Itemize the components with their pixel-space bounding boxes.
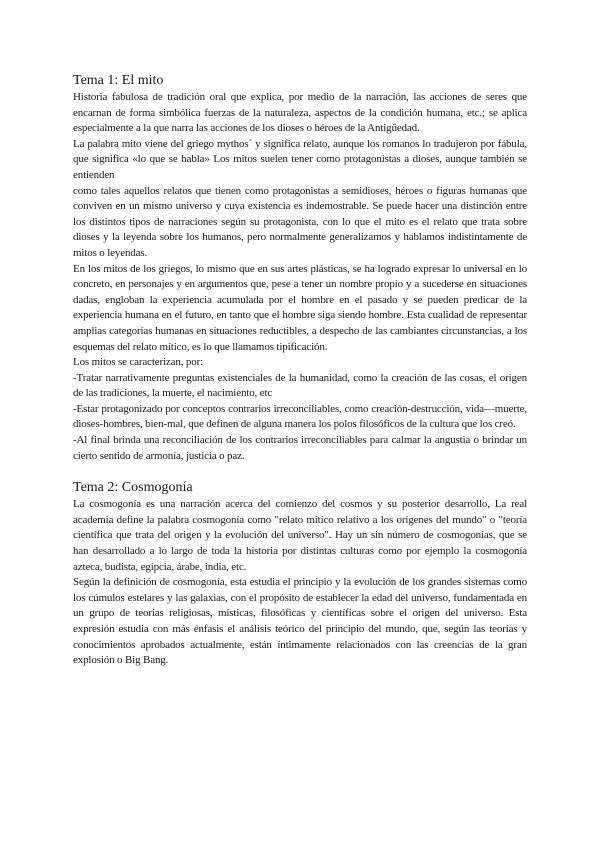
- list-item: -Al final brinda una reconciliación de los contrarios irreconciliables para calmar la angustia o brindar un cierto sentido de armonía, justicia o paz.: [73, 434, 527, 462]
- paragraph: En los mitos de los griegos, lo mismo que en sus artes plásticas, se ha logrado expresar lo universal en lo concreto, en personajes y en argumentos que, pese a tener un nombre propio y a sucederse en situaciones dadas, engloban la experiencia acumulada por el hombre en el pasado y se pueden predicar de la experiencia humana en el futuro, en tanto que el hombre siga siendo hombre. Esta cualidad de representar amplias categorías humanas en situaciones reductibles, a despecho de las cambiantes circunstancias, a los esquemas del relato mítico, es lo que llamamos tipificación.: [73, 262, 527, 353]
- paragraph: Según la definición de cosmogonía, esta estudia el principio y la evolución de los grandes sistemas como los cúmulos estelares y las galaxias, con el propósito de establecer la edad del universo, fundamentada en un grupo de teorías religiosas, místicas, filosóficas y científicas sobre el origen del universo. Esta expresión estudia con más énfasis el análisis teórico del principio del mundo, que, según las teorías y conocimientos aprobados actualmente, están íntimamente relacionados con las creencias de la gran explosión o Big Bang.: [73, 576, 527, 667]
- section-spacer: [73, 464, 527, 479]
- paragraph: Los mitos se caracterizan, por:: [73, 356, 204, 369]
- section-title-el-mito: Tema 1: El mito: [73, 73, 164, 88]
- paragraph: La palabra mito viene del griego mythos´ y significa relato, aunque los romanos lo tradujeron por fábula, que significa «lo que se habla» Los mitos suelen tener como protagonistas a dioses, aunque también se entienden: [73, 137, 527, 181]
- section-title-cosmogonia: Tema 2: Cosmogonía: [73, 480, 193, 496]
- paragraph: La cosmogonía es una narración acerca del comienzo del cosmos y su posterior desarrollo, La real academia define la palabra cosmogonía como "relato mítico relativo a los orígenes del mundo" o "teoría científica que trata del origen y la evolución del universo". Hay un sin número de cosmogonías, que se han desarrollado a lo largo de toda la historia por distintas culturas como por ejemplo la cosmogonía azteca, budista, egipcia, árabe, india, etc.: [73, 498, 527, 573]
- list-item: -Estar protagonizado por conceptos contrarios irreconciliables, como creación-destrucción, vida—muerte, dioses-hombres, bien-mal, que definen de alguna manera los polos filosóficos de la cultura que los creó.: [73, 402, 527, 431]
- document-page: [73, 72, 527, 669]
- list-item: -Tratar narrativamente preguntas existenciales de la humanidad, como la creación de las cosas, el origen de las tradiciones, la muerte, el nacimiento, etc: [73, 371, 527, 400]
- paragraph: Historia fabulosa de tradición oral que explica, por medio de la narración, las acciones de seres que encarnan de forma simbólica fuerzas de la naturaleza, aspectos de la condición humana, etc.; se aplica especialmente a la que narra las acciones de los dioses o héroes de la Antigüedad.: [73, 91, 527, 135]
- paragraph: como tales aquellos relatos que tienen como protagonistas a semidioses, héroes o figuras humanas que conviven en un mismo universo y cuya existencia es indemostrable. Se puede hacer una distinción entre los distintos tipos de narraciones según su protagonista, con lo que el mito es el relato que trata sobre dioses y la leyenda sobre los humanos, pero normalmente generalizamos y hablamos indistintamente de mitos o leyendas.: [73, 184, 527, 259]
